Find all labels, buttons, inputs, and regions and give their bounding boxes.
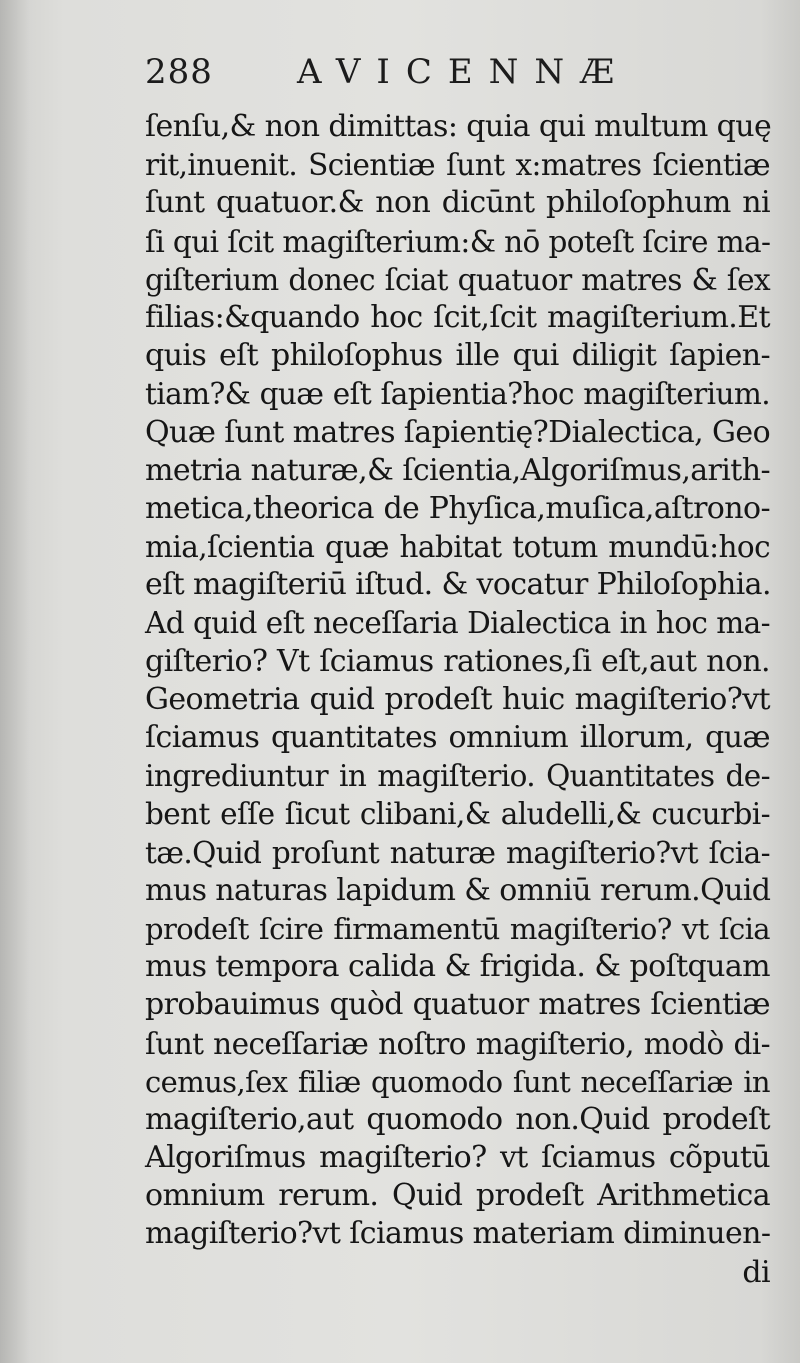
- text-body: [145, 108, 770, 1292]
- spine-shadow: [0, 0, 30, 1363]
- running-head: AVICENNÆ: [297, 52, 631, 92]
- text-line: metria naturæ,& ſcientia,Algoriſmus,arith-: [145, 452, 770, 488]
- text-line: magiſterio,aut quomodo non.Quid prodeſt: [145, 1101, 770, 1137]
- page-header: [145, 52, 770, 98]
- text-line: filias:&quando hoc ſcit,ſcit magiſterium.Et: [145, 299, 770, 335]
- text-line: tiam?& quæ eſt ſapientia?hoc magiſterium.: [145, 377, 770, 412]
- text-line: giſterio? Vt ſciamus rationes,ſi eſt,aut non.: [145, 643, 770, 679]
- text-line: Quæ ſunt matres ſapientię?Dialectica, Geo: [145, 414, 771, 450]
- text-line: ingrediuntur in magiſterio. Quantitates de-: [145, 759, 770, 794]
- text-line: eſt magiſteriū iſtud. & vocatur Philoſophia.: [145, 567, 771, 603]
- text-line: prodeſt ſcire firmamentū magiſterio? vt ſcia: [145, 911, 770, 946]
- text-line: ſi qui ſcit magiſterium:& nō poteſt ſcire ma-: [145, 224, 771, 259]
- text-line: mus tempora calida & frigida. & poſtquam: [145, 949, 770, 985]
- text-line: magiſterio?vt ſciamus materiam diminuen-: [145, 1216, 771, 1252]
- text-line: Geometria quid prodeſt huic magiſterio?vt: [145, 681, 770, 717]
- text-line: ſciamus quantitates omnium illorum, quæ: [145, 720, 770, 755]
- text-line: ſenſu,& non dimittas: quia qui multum quę: [145, 109, 772, 144]
- text-line: ſunt quatuor.& non dicūnt philoſophum ni: [145, 185, 770, 221]
- text-line: omnium rerum. Quid prodeſt Arithmetica: [145, 1178, 770, 1214]
- text-line: Algoriſmus magiſterio? vt ſciamus cõputū: [145, 1140, 770, 1176]
- page-number: 288: [145, 52, 213, 92]
- catchword: di: [742, 1254, 770, 1290]
- text-line: mus naturas lapidum & omniū rerum.Quid: [145, 872, 771, 908]
- text-line: giſterium donec ſciat quatuor matres & ſex: [145, 262, 770, 297]
- text-line: quis eſt philoſophus ille qui diligit ſapien-: [145, 338, 770, 374]
- text-line: bent eſſe ſicut clibani,& aludelli,& cucurbi-: [145, 797, 770, 832]
- text-line: rit,inuenit. Scientiæ ſunt x:matres ſcientiæ: [145, 148, 770, 183]
- text-line: ſunt neceſſariæ noſtro magiſterio, modò di-: [145, 1026, 770, 1061]
- text-line: mia,ſcientia quæ habitat totum mundū:hoc: [145, 530, 770, 565]
- text-line: tæ.Quid proſunt naturæ magiſterio?vt ſcia-: [145, 835, 770, 870]
- text-line: probauimus quòd quatuor matres ſcientiæ: [145, 987, 770, 1023]
- text-line: Ad quid eſt neceſſaria Dialectica in hoc ma-: [145, 606, 770, 641]
- text-line: metica,theorica de Phyſica,muſica,aſtrono-: [145, 490, 770, 526]
- text-line: cemus,ſex filiæ quomodo ſunt neceſſariæ in: [145, 1064, 770, 1099]
